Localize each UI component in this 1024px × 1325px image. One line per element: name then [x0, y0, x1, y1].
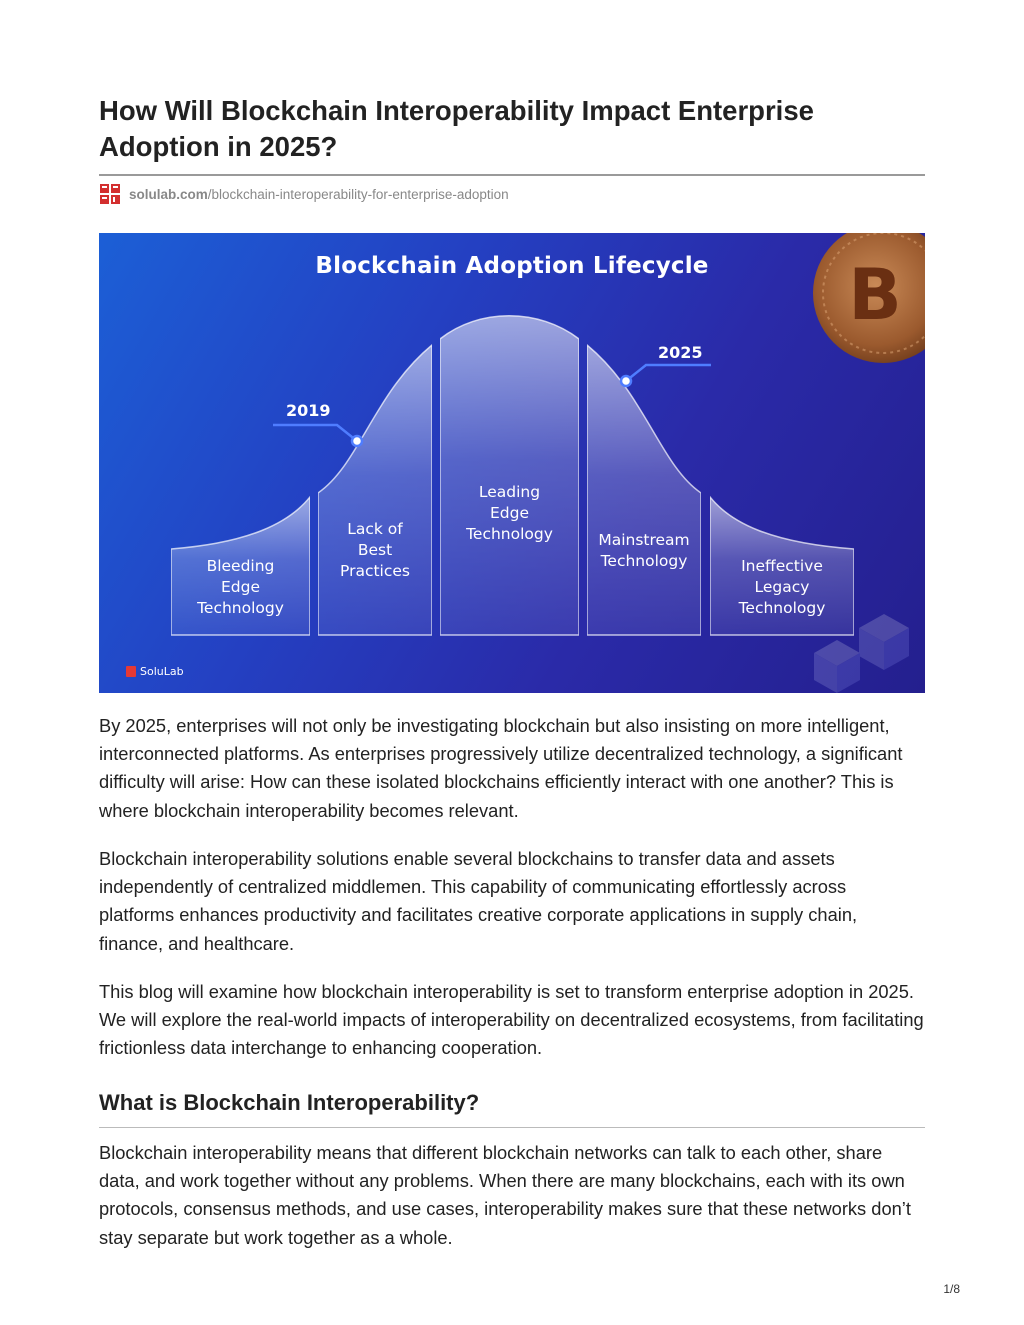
svg-text:B: B	[848, 254, 902, 336]
paragraph-2: Blockchain interoperability solutions enable several blockchains to transfer data and assets independently of centralized middlemen. This capability of communicating effortlessly across platforms enhances productivity and facilitates creative corporate applications in supply chain, finance, and healthcare.	[99, 848, 858, 954]
marker-2025-dot	[621, 376, 631, 386]
solulab-logo-icon	[126, 666, 136, 677]
lifecycle-graphic	[99, 233, 925, 693]
source-domain: solulab.com	[129, 186, 208, 202]
segment-label-mainstream: Mainstream Technology	[598, 531, 690, 570]
marker-2025	[626, 365, 711, 381]
adoption-lifecycle-figure	[99, 233, 925, 693]
source-line	[99, 182, 509, 206]
source-path: /blockchain-interoperability-for-enterprise-adoption	[207, 186, 509, 202]
brand-name: SoluLab	[140, 665, 184, 678]
segment-label-bleeding-edge: Bleeding Edge Technology	[197, 557, 284, 617]
year-label-2025: 2025	[658, 343, 703, 362]
page-number: 1/8	[943, 1282, 960, 1296]
paragraph-3: This blog will examine how blockchain interoperability is set to transform enterprise adoption in 2025. We will explore the real-world impacts of interoperability on decentralized ecosystems, from facilitating frictionless data interchange to enhancing cooperation.	[99, 981, 924, 1059]
marker-2019	[273, 425, 357, 441]
paragraph-4: Blockchain interoperability means that different blockchain networks can talk to each other, share data, and work together without any problems. When there are many blockchains, each with its own protocols, consensus methods, and use cases, interoperability makes sure that these networks don’t stay separate but work together as a whole.	[99, 1142, 911, 1248]
page-title: How Will Blockchain Interoperability Impact Enterprise Adoption in 2025?	[99, 95, 814, 162]
segment-4-shape	[587, 345, 701, 635]
figure-brand	[126, 665, 184, 678]
marker-2019-dot	[352, 436, 362, 446]
segment-label-lack-of-best-practices: Lack of Best Practices	[340, 520, 410, 580]
figure-title: Blockchain Adoption Lifecycle	[315, 253, 709, 279]
section-heading: What is Blockchain Interoperability?	[99, 1090, 480, 1115]
segment-2-shape	[318, 345, 432, 635]
source-url[interactable]	[129, 187, 509, 202]
segment-label-leading-edge: Leading Edge Technology	[466, 483, 553, 543]
paragraph-1: By 2025, enterprises will not only be investigating blockchain but also insisting on more intelligent, interconnected platforms. As enterprises progressively utilize decentralized technology, a significant difficulty will arise: How can these isolated blockchains efficiently interact with one another? This is where blockchain interoperability becomes relevant.	[99, 715, 903, 821]
segment-label-ineffective-legacy: Ineffective Legacy Technology	[738, 557, 826, 617]
title-divider	[99, 174, 925, 176]
solulab-favicon-icon	[99, 183, 121, 205]
year-label-2019: 2019	[286, 401, 331, 420]
segment-3-shape	[440, 316, 579, 635]
section-divider	[99, 1127, 925, 1128]
